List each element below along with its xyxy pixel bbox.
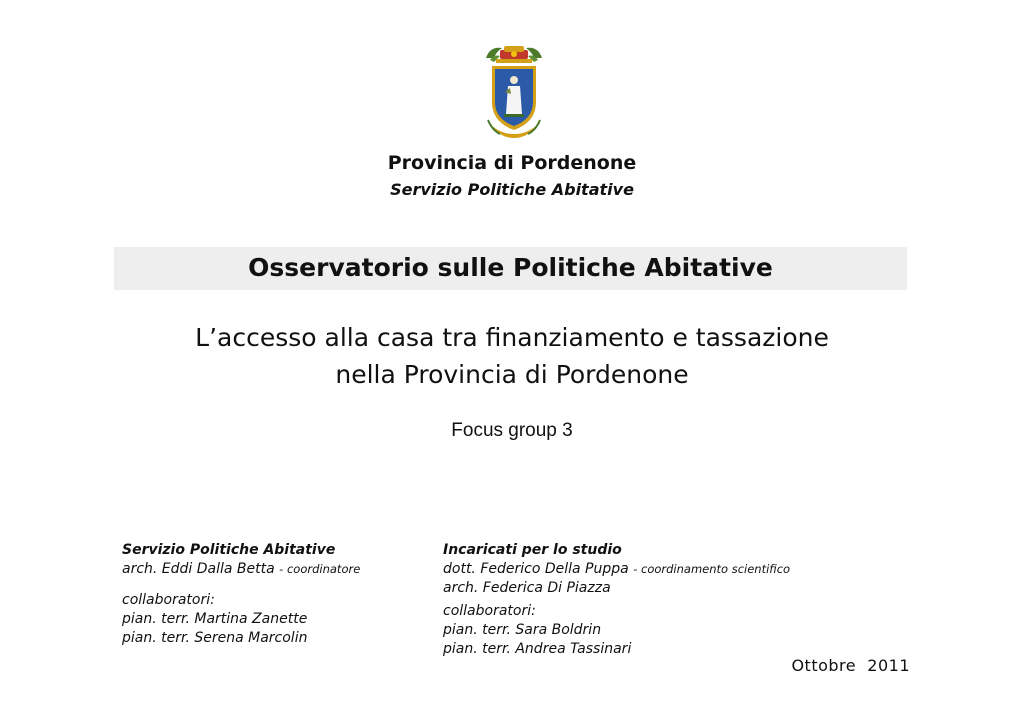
document-title-line-1: L’accesso alla casa tra finanziamento e tassazione bbox=[195, 323, 829, 352]
document-title-line-2: nella Provincia di Pordenone bbox=[335, 360, 689, 389]
collaborator-item: pian. terr. Martina Zanette bbox=[122, 611, 308, 627]
lead-role: - coordinamento scientifico bbox=[633, 562, 791, 576]
collaborators-label: collaboratori: bbox=[122, 592, 215, 608]
organization-name: Provincia di Pordenone bbox=[387, 152, 637, 174]
credits-right-second: arch. Federica Di Piazza bbox=[443, 580, 611, 596]
lead-name: arch. Eddi Dalla Betta bbox=[122, 561, 275, 577]
credits-right bbox=[443, 541, 863, 659]
lead-role: - coordinatore bbox=[279, 562, 361, 576]
provincia-coat-of-arms-icon bbox=[480, 42, 548, 142]
credits-left bbox=[122, 541, 422, 648]
title-banner bbox=[114, 247, 907, 290]
collaborator-item: pian. terr. Andrea Tassinari bbox=[443, 641, 632, 657]
credits-right-lead bbox=[443, 560, 863, 579]
credits-left-lead bbox=[122, 560, 422, 579]
service-name: Servizio Politiche Abitative bbox=[390, 180, 634, 199]
collaborator-item: pian. terr. Serena Marcolin bbox=[122, 630, 308, 646]
collaborators-label: collaboratori: bbox=[443, 603, 536, 619]
credits-right-heading: Incaricati per lo studio bbox=[443, 542, 622, 558]
banner-title: Osservatorio sulle Politiche Abitative bbox=[248, 253, 773, 282]
credits-left-heading: Servizio Politiche Abitative bbox=[122, 542, 336, 558]
lead-name: dott. Federico Della Puppa bbox=[443, 561, 629, 577]
document-subtitle: Focus group 3 bbox=[451, 420, 573, 441]
document-date: Ottobre 2011 bbox=[791, 656, 910, 675]
collaborator-item: pian. terr. Sara Boldrin bbox=[443, 622, 602, 638]
